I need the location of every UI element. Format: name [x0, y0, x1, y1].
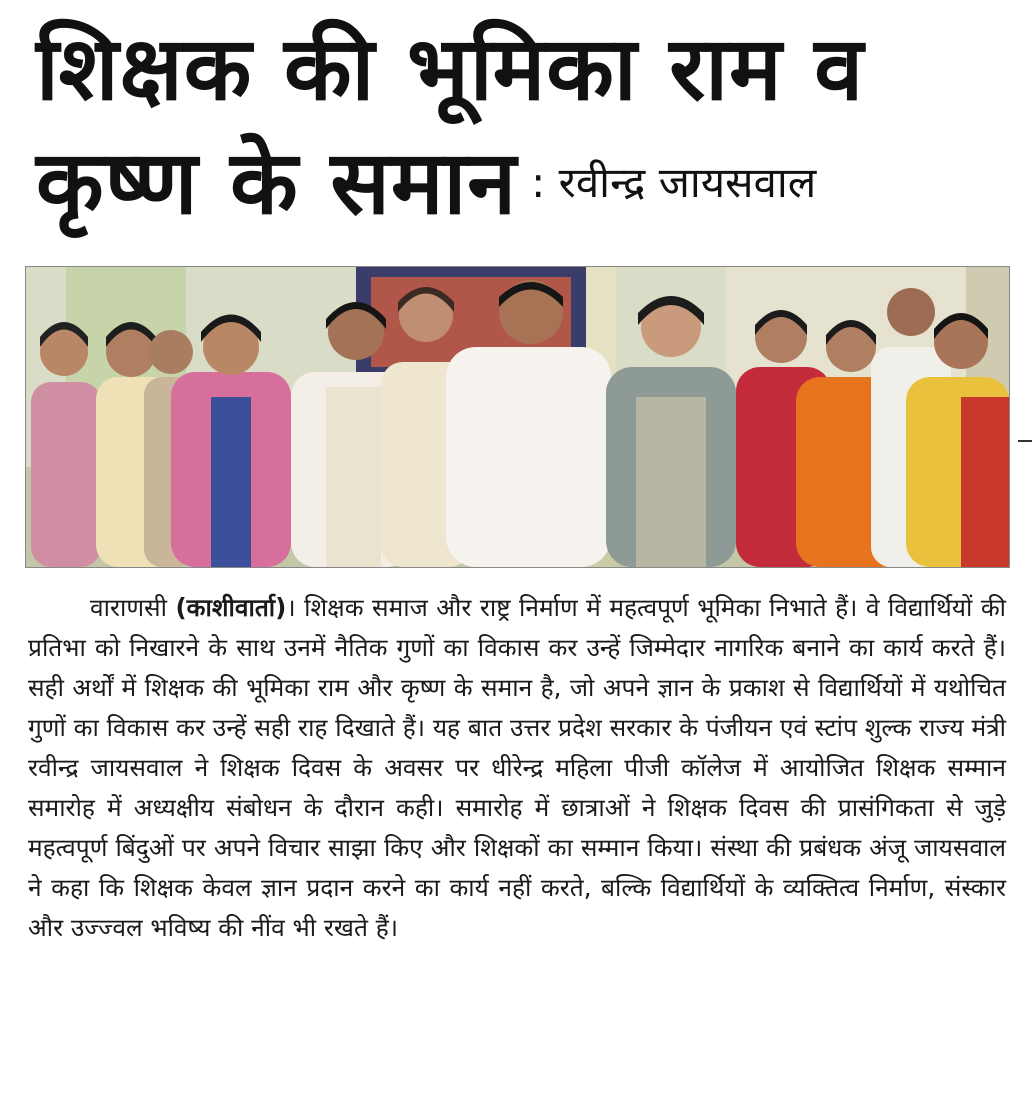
news-photo	[25, 266, 1010, 568]
headline-line-2: कृष्ण के समान	[36, 131, 518, 234]
headline	[36, 10, 1016, 238]
article-source: (काशीवार्ता)	[175, 593, 287, 622]
article-dateline: वाराणसी	[90, 593, 167, 622]
group-photo-illustration	[26, 267, 1009, 567]
article-text: । शिक्षक समाज और राष्ट्र निर्माण में महत्वपूर्ण भूमिका निभाते हैं। वे विद्यार्थियों की प्रतिभा को निखारने के साथ उनमें नैतिक गुणों का विकास कर उन्हें जिम्मेदार नागरिक बनाने का कार्य करते हैं। सही अर्थों में शिक्षक की भूमिका राम और कृष्ण के समान है, जो अपने ज्ञान के प्रकाश से विद्यार्थियों में यथोचित गुणों का विकास कर उन्हें सही राह दिखाते हैं। यह बात उत्तर प्रदेश सरकार के पंजीयन एवं स्टांप शुल्क राज्य मंत्री रवीन्द्र जायसवाल ने शिक्षक दिवस के अवसर पर धीरेन्द्र महिला पीजी कॉलेज में आयोजित शिक्षक सम्मान समारोह में अध्यक्षीय संबोधन के दौरान कही। समारोह में छात्राओं ने शिक्षक दिवस की प्रासंगिकता से जुड़े महत्वपूर्ण बिंदुओं पर अपने विचार साझा किए और शिक्षकों का सम्मान किया। संस्था की प्रबंधक अंजू जायसवाल ने कहा कि शिक्षक केवल ज्ञान प्रदान करने का कार्य नहीं करते, बल्कि विद्यार्थियों के व्यक्तित्व निर्माण, संस्कार और उज्ज्वल भविष्य की नींव भी रखते हैं।	[28, 593, 1007, 942]
article-body	[28, 588, 1006, 948]
headline-line-1: शिक्षक की भूमिका राम व	[36, 17, 865, 120]
column-divider-mark	[1018, 440, 1032, 442]
headline-byline: : रवीन्द्र जायसवाल	[531, 158, 817, 207]
